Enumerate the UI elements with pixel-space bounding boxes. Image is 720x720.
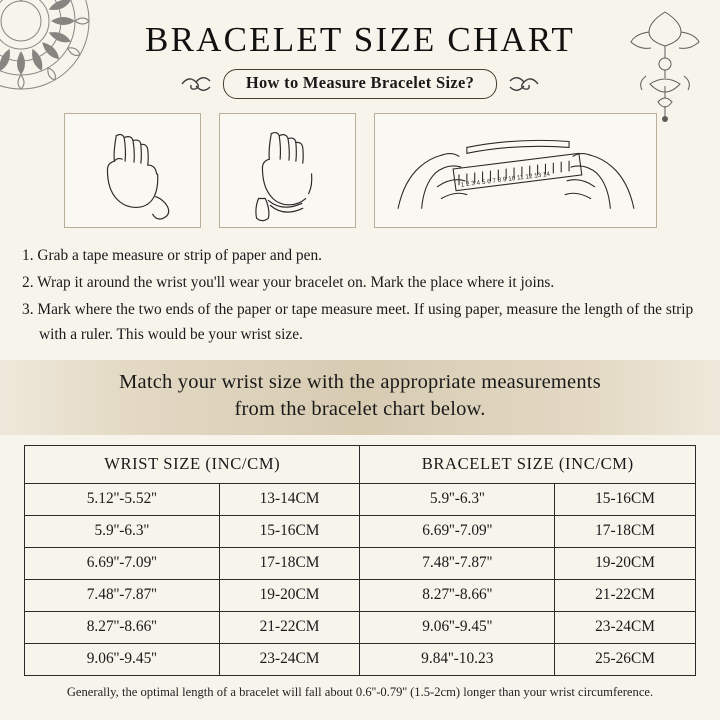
wrist-wrap-icon — [220, 114, 355, 227]
cell-wrist-cm: 19-20CM — [219, 580, 360, 612]
cell-bracelet-cm: 17-18CM — [555, 516, 696, 548]
table-header-row — [25, 446, 696, 484]
banner-line-1: Match your wrist size with the appropriate measurements — [119, 370, 601, 393]
illustration-hand-tape — [64, 113, 201, 228]
step-item-2: 2. Wrap it around the wrist you'll wear your bracelet on. Mark the place where it joins. — [22, 273, 555, 291]
illustration-row — [0, 113, 720, 228]
banner-line-2: from the bracelet chart below. — [234, 398, 486, 421]
header-bracelet-size: BRACELET SIZE (INC/CM) — [360, 446, 696, 484]
cell-bracelet-cm: 25-26CM — [555, 644, 696, 676]
table-row — [25, 484, 696, 516]
subtitle-pill: How to Measure Bracelet Size? — [223, 69, 497, 99]
ruler-marks-label: 1 2 3 4 5 6 7 8 9 10 11 12 13 14 — [459, 170, 550, 189]
header-wrist-size: WRIST SIZE (INC/CM) — [25, 446, 360, 484]
cell-bracelet-cm: 19-20CM — [555, 548, 696, 580]
cell-bracelet-in: 9.06''-9.45'' — [360, 612, 555, 644]
cell-bracelet-in: 8.27''-8.66'' — [360, 580, 555, 612]
table-row — [25, 580, 696, 612]
steps-list — [0, 244, 720, 348]
match-banner — [0, 360, 720, 435]
cell-wrist-cm: 23-24CM — [219, 644, 360, 676]
cell-wrist-cm: 21-22CM — [219, 612, 360, 644]
hand-with-tape-icon — [65, 114, 200, 227]
page-title: BRACELET SIZE CHART — [145, 20, 575, 59]
cell-wrist-in: 5.12''-5.52'' — [25, 484, 220, 516]
cell-wrist-in: 9.06''-9.45'' — [25, 644, 220, 676]
step-item-3: 3. Mark where the two ends of the paper or tape measure meet. If using paper, measure the length of the strip with a ruler. This would be your wrist size. — [22, 300, 694, 343]
cell-wrist-in: 5.9''-6.3'' — [25, 516, 220, 548]
illustration-wrist-wrap — [219, 113, 356, 228]
subtitle-row — [0, 69, 720, 99]
footnote: Generally, the optimal length of a bracelet will fall about 0.6''-0.79'' (1.5-2cm) longer than your wrist circumference. — [66, 685, 654, 700]
table-row — [25, 548, 696, 580]
ruler-measure-icon — [375, 114, 656, 227]
cell-bracelet-cm: 15-16CM — [555, 484, 696, 516]
cell-bracelet-in: 9.84''-10.23 — [360, 644, 555, 676]
cell-bracelet-cm: 23-24CM — [555, 612, 696, 644]
table-row — [25, 516, 696, 548]
cell-wrist-cm: 17-18CM — [219, 548, 360, 580]
cell-wrist-in: 8.27''-8.66'' — [25, 612, 220, 644]
cell-bracelet-in: 5.9''-6.3'' — [360, 484, 555, 516]
illustration-ruler-measure — [374, 113, 657, 228]
cell-bracelet-cm: 21-22CM — [555, 580, 696, 612]
flourish-left-icon — [179, 73, 213, 95]
cell-wrist-in: 7.48''-7.87'' — [25, 580, 220, 612]
cell-wrist-in: 6.69''-7.09'' — [25, 548, 220, 580]
cell-bracelet-in: 6.69''-7.09'' — [360, 516, 555, 548]
table-row — [25, 644, 696, 676]
cell-bracelet-in: 7.48''-7.87'' — [360, 548, 555, 580]
size-table — [24, 445, 696, 676]
cell-wrist-cm: 15-16CM — [219, 516, 360, 548]
step-item-1: 1. Grab a tape measure or strip of paper and pen. — [22, 247, 322, 264]
table-row — [25, 612, 696, 644]
flourish-right-icon — [507, 73, 541, 95]
cell-wrist-cm: 13-14CM — [219, 484, 360, 516]
